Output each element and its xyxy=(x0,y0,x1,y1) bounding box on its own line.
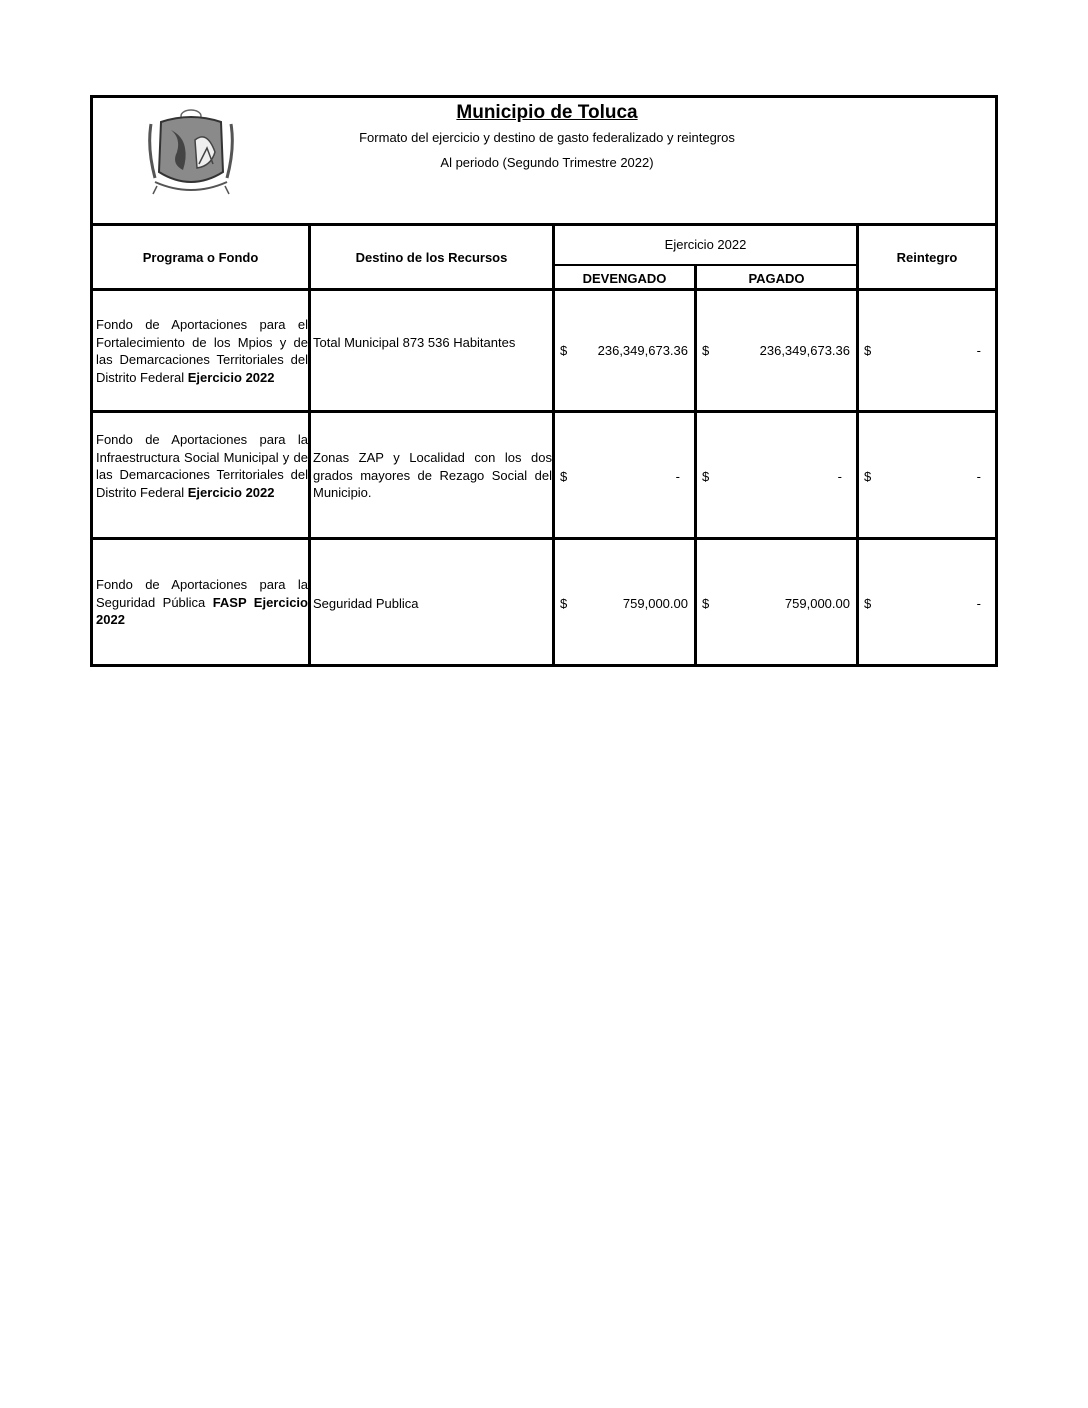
divider xyxy=(552,226,555,664)
row3-programa: Fondo de Aportaciones para la Seguridad Pública FASP Ejercicio 2022 xyxy=(96,577,308,627)
report-period: Al periodo (Segundo Trimestre 2022) xyxy=(440,155,654,170)
divider xyxy=(694,266,697,664)
col-header-ejercicio: Ejercicio 2022 xyxy=(664,237,747,252)
divider xyxy=(856,226,859,664)
divider xyxy=(553,264,857,266)
row2-destino: Zonas ZAP y Localidad con los dos grados mayores de Rezago Social del Municipio. xyxy=(313,450,552,500)
col-header-programa: Programa o Fondo xyxy=(142,250,259,265)
divider xyxy=(93,410,995,413)
col-header-destino: Destino de los Recursos xyxy=(355,250,508,265)
divider xyxy=(93,288,995,291)
divider xyxy=(93,537,995,540)
report-title: Municipio de Toluca xyxy=(456,102,638,123)
divider xyxy=(308,226,311,664)
row2-programa: Fondo de Aportaciones para la Infraestructura Social Municipal y de las Demarcaciones Territoriales del Distrito Federal Ejercicio 2022 xyxy=(96,432,308,500)
col-header-pagado: PAGADO xyxy=(748,271,805,286)
report-table: Municipio de Toluca Formato del ejercicio y destino de gasto federalizado y reintegros Al periodo (Segundo Trimestre 2022) Programa o Fondo Destino de los Recursos Ejercicio 2022 DEVENGADO PAGADO Reintegro Fondo de Aportaciones para el Fortalecimiento de los Mpios y de las Demarcaciones Territoriales del Distrito Federal Ejercicio 2022 Total Municipal 873 536 Habitantes $ 236,349,673.36 $ 236,349,673.36 $ - Fondo de Aportaciones para la Infraestructura Social Municipal y de las Demarcaciones Territoriales del Distrito Federal Ejercicio 2022 Zonas ZAP y Localidad con los dos grados mayores de Rezago Social del Municipio. $ - $ - $ - Fondo de Aportaciones para la Seguridad Pública FASP Ejercicio 2022 Seguridad Publica $ 759,000.00 $ 759,000.00 $ - xyxy=(90,95,998,667)
row1-destino: Total Municipal 873 536 Habitantes xyxy=(313,335,516,350)
col-header-reintegro: Reintegro xyxy=(896,250,958,265)
row3-destino: Seguridad Publica xyxy=(313,596,419,611)
report-subtitle: Formato del ejercicio y destino de gasto federalizado y reintegros xyxy=(359,130,735,145)
col-header-devengado: DEVENGADO xyxy=(582,271,667,286)
row1-programa: Fondo de Aportaciones para el Fortalecimiento de los Mpios y de las Demarcaciones Territoriales del Distrito Federal Ejercicio 2022 xyxy=(96,317,308,385)
divider xyxy=(93,223,995,226)
